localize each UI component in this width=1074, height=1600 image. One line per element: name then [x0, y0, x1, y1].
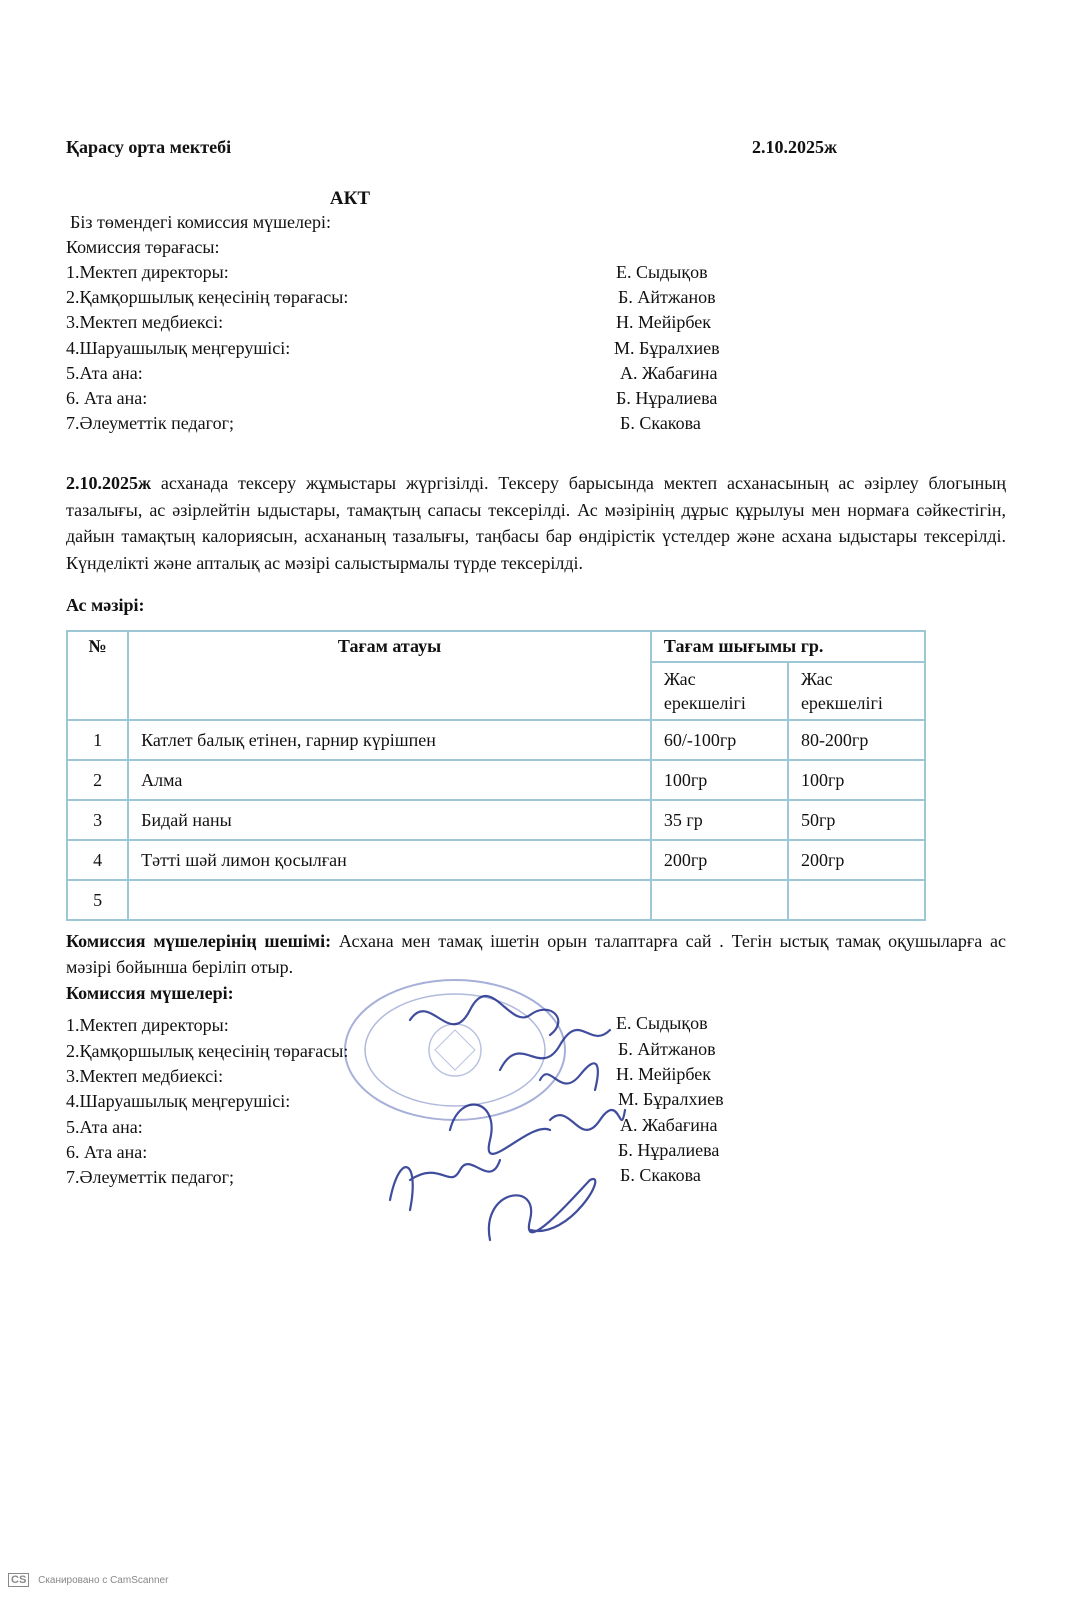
header-age-group: Жас ерекшелігі — [651, 662, 788, 720]
decision-label: Комиссия мүшелерінің шешімі: — [66, 931, 332, 951]
member-role: 1.Мектеп директоры: — [66, 262, 229, 282]
member-role: 4.Шаруашылық меңгерушісі: — [66, 1091, 291, 1111]
member-role: 4.Шаруашылық меңгерушісі: — [66, 338, 291, 358]
row-qty: 35 гр — [651, 800, 788, 840]
camscanner-icon: CS — [8, 1573, 29, 1587]
row-qty: 100гр — [788, 760, 925, 800]
member-role: 3.Мектеп медбиексі: — [66, 312, 224, 332]
row-qty: 60/-100гр — [651, 720, 788, 760]
row-dish — [128, 880, 651, 920]
members-label: Комиссия мүшелері: — [66, 983, 234, 1003]
member-name: Б. Нұралиева — [618, 1140, 720, 1160]
commission-decision — [66, 928, 1006, 980]
member-role: 6. Ата ана: — [66, 388, 148, 408]
chair-label: Комиссия төрағасы: — [66, 237, 220, 257]
member-role: 3.Мектеп медбиексі: — [66, 1066, 224, 1086]
member-role: 7.Әлеуметтік педагог; — [66, 1167, 234, 1187]
member-name: Б. Айтжанов — [618, 1039, 716, 1059]
row-num: 5 — [67, 880, 128, 920]
member-role: 6. Ата ана: — [66, 1142, 148, 1162]
row-dish: Катлет балық етінен, гарнир күрішпен — [128, 720, 651, 760]
member-name: Б. Скакова — [620, 1165, 701, 1185]
table-row — [67, 840, 925, 880]
member-role: 7.Әлеуметтік педагог; — [66, 413, 234, 433]
member-name: Н. Мейірбек — [616, 312, 712, 332]
row-qty: 50гр — [788, 800, 925, 840]
header-dish-name: Тағам атауы — [128, 631, 651, 720]
member-role: 1.Мектеп директоры: — [66, 1015, 229, 1035]
header-num: № — [67, 631, 128, 720]
member-name: Е. Сыдықов — [616, 1013, 708, 1033]
member-role: 2.Қамқоршылық кеңесінің төрағасы: — [66, 287, 349, 307]
row-num: 3 — [67, 800, 128, 840]
row-qty: 100гр — [651, 760, 788, 800]
member-name: Е. Сыдықов — [616, 262, 708, 282]
member-name: М. Бұралхиев — [614, 338, 720, 358]
table-row — [67, 880, 925, 920]
header-age-group: Жас ерекшелігі — [788, 662, 925, 720]
intro-text: Біз төмендегі комиссия мүшелері: — [70, 212, 331, 232]
row-qty: 80-200гр — [788, 720, 925, 760]
member-name: Б. Скакова — [620, 413, 701, 433]
row-qty: 200гр — [651, 840, 788, 880]
row-num: 4 — [67, 840, 128, 880]
document-date: 2.10.2025ж — [752, 137, 838, 157]
table-row — [67, 760, 925, 800]
member-role: 5.Ата ана: — [66, 363, 143, 383]
member-name: Б. Айтжанов — [618, 287, 716, 307]
row-dish: Алма — [128, 760, 651, 800]
decision-text: Асхана мен тамақ ішетін орын талаптарға сай . Тегін ыстық тамақ оқушыларға ас мәзірі бойынша беріліп отыр. — [66, 931, 1006, 977]
menu-label: Ас мәзірі: — [66, 595, 145, 615]
document-title: АКТ — [329, 188, 371, 209]
inspection-paragraph — [66, 470, 1006, 576]
member-role: 2.Қамқоршылық кеңесінің төрағасы: — [66, 1041, 349, 1061]
menu-table — [66, 630, 926, 921]
footer-text: Сканировано с CamScanner — [38, 1575, 169, 1586]
row-num: 1 — [67, 720, 128, 760]
scanner-footer — [8, 1573, 168, 1587]
member-role: 5.Ата ана: — [66, 1117, 143, 1137]
member-name: А. Жабағина — [620, 363, 718, 383]
member-name: Б. Нұралиева — [616, 388, 718, 408]
row-dish: Тәтті шәй лимон қосылған — [128, 840, 651, 880]
row-qty — [788, 880, 925, 920]
table-row — [67, 800, 925, 840]
row-num: 2 — [67, 760, 128, 800]
member-name: М. Бұралхиев — [618, 1089, 724, 1109]
row-dish: Бидай наны — [128, 800, 651, 840]
school-name: Қарасу орта мектебі — [66, 137, 232, 157]
member-name: А. Жабағина — [620, 1115, 718, 1135]
row-qty: 200гр — [788, 840, 925, 880]
row-qty — [651, 880, 788, 920]
table-row — [67, 720, 925, 760]
paragraph-date: 2.10.2025ж — [66, 473, 152, 493]
member-name: Н. Мейірбек — [616, 1064, 712, 1084]
paragraph-text: асханада тексеру жұмыстары жүргізілді. Тексеру барысында мектеп асханасының ас әзірлеу блогының тазалығы, ас әзірлейтін ыдыстары, тамақтың сапасы тексерілді. Ас мәзірінің дұрыс құрылуы мен нормаға сәйкестігін, дайын тамақтың калориясын, асхананың тазалығы, таңбасы бар өндірістік үстелдер және асхана ыдыстары тексерілді. Күнделікті және апталық ас мәзірі салыстырмалы түрде тексерілді. — [66, 473, 1006, 573]
header-output: Тағам шығымы гр. — [651, 631, 925, 662]
